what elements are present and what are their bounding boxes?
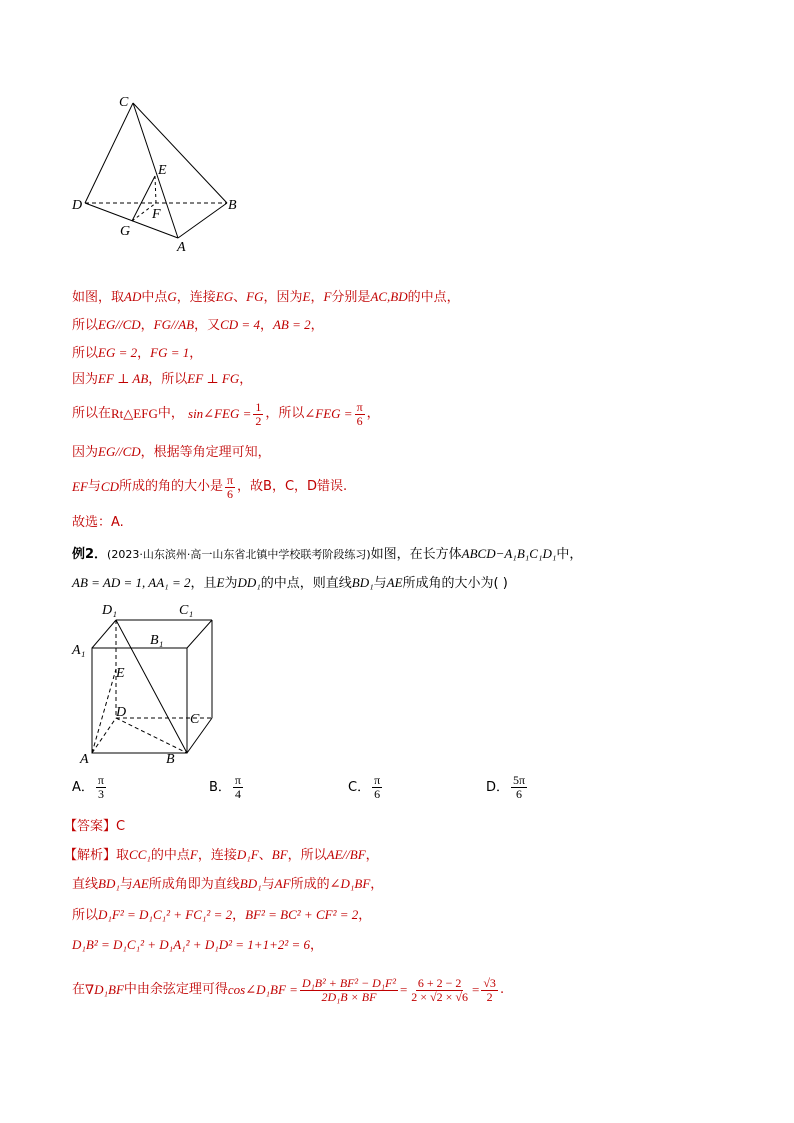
solution1-answer: 故选：A.: [72, 515, 124, 530]
example2-source: (2023·山东滨州·高一山东省北镇中学校联考阶段练习): [107, 548, 371, 561]
segment-db-hidden: [116, 718, 187, 753]
example2-label: 例2．: [72, 547, 108, 562]
vertex-label-a: A: [177, 240, 186, 255]
vertex-label-e: E: [158, 163, 167, 178]
edge-cb: [133, 103, 227, 203]
solution1-line5: 所以在 Rt△EFG 中， sin∠FEG = $\frac{1}{2}$ ，所以 ∠FEG = $\frac{\pi}{6}$ ，: [72, 399, 380, 428]
analysis-line3: 所以D₁F² = D₁C₁² + FC₁² = 2，BF² = BC² + CF² = 2，: [72, 907, 372, 923]
solution1-line1: 如图，取AD中点G，连接EG、FG，因为E，F分别是AC,BD的中点，: [72, 289, 460, 305]
solution1-line6: 因为EG//CD，根据等角定理可知，: [72, 444, 271, 460]
vertex-label-a1: A₁: [72, 643, 86, 658]
vertex-label-e: E: [116, 666, 125, 681]
vertex-label-d: D: [72, 198, 83, 213]
vertex-label-b: B: [228, 198, 237, 213]
segment-ef-hidden: [155, 176, 156, 203]
vertex-label-b1: B₁: [150, 633, 164, 648]
vertex-label-b: B: [166, 752, 175, 767]
analysis-line2: 直线BD₁与AE所成角即为直线BD₁与AF所成的∠D₁BF，: [72, 876, 384, 892]
option-b[interactable]: B． $\frac{\pi}{4}$: [209, 773, 241, 801]
fraction-pi-over-6: $\frac{\pi}{6}$: [226, 472, 234, 501]
edge-b1c1: [187, 620, 212, 648]
solution1-line4: 因为EF ⊥ AB，所以EF ⊥ FG，: [72, 371, 253, 387]
solution1-line2: 所以EG//CD，FG//AB，又CD = 4，AB = 2，: [72, 317, 324, 333]
example2-line1: 例2．(2023·山东滨州·高一山东省北镇中学校联考阶段练习)如图，在长方体ABCD−A₁B₁C₁D₁中，: [72, 546, 583, 562]
vertex-label-c: C: [119, 95, 129, 110]
edge-da: [85, 203, 178, 238]
edge-cd: [85, 103, 133, 203]
vertex-label-c: C: [190, 712, 200, 727]
vertex-label-d1: D₁: [102, 603, 117, 618]
answer-value: C: [116, 819, 126, 834]
analysis-line4: D₁B² = D₁C₁² + D₁A₁² + D₁D² = 1+1+2² = 6，: [72, 937, 324, 953]
vertex-label-a: A: [80, 752, 89, 767]
example2-line2: AB = AD = 1, AA₁ = 2，且E为DD₁的中点，则直线BD₁与AE所成角的大小为( ): [72, 575, 508, 591]
answer-line: [64, 818, 125, 836]
fraction-cosine-formula: $\frac{\text{D₁B² + BF² − D₁F²}}{\text{2D₁B × BF}}$: [301, 975, 396, 1004]
vertex-label-c1: C₁: [179, 603, 194, 618]
edge-ab: [178, 203, 227, 238]
analysis-line1: 【解析】取CC₁的中点F，连接D₁F、BF，所以AE//BF，: [64, 847, 379, 863]
fraction-cosine-values: $\frac{6 + 2 - 2}{2 \times √2 \times √6}$: [411, 975, 468, 1004]
segment-ae-hidden: [92, 669, 116, 753]
cuboid-figure: [66, 598, 216, 768]
solution1-line7: EF 与 CD 所成的角的大小是 $\frac{\pi}{6}$ ，故B，C，D错误.: [72, 472, 348, 501]
edge-a1d1: [92, 620, 116, 648]
fraction-one-half: $\frac{1}{2}$: [255, 399, 262, 428]
edge-ad-hidden: [92, 718, 116, 753]
solution1-line3: 所以EG = 2，FG = 1，: [72, 345, 203, 361]
vertex-label-d: D: [116, 705, 127, 720]
tetrahedron-figure: [60, 88, 250, 258]
answer-bracket: 【答案】: [64, 819, 117, 834]
option-a[interactable]: A． $\frac{\pi}{3}$: [72, 773, 104, 801]
vertex-label-g: G: [120, 224, 131, 239]
vertex-label-f: F: [152, 207, 161, 222]
fraction-pi-over-6: $\frac{\pi}{6}$: [356, 399, 363, 428]
option-c[interactable]: C． $\frac{\pi}{6}$: [348, 773, 381, 801]
option-d[interactable]: D． $\frac{5\pi}{6}$: [486, 773, 526, 801]
analysis-line5: 在 ∇D₁BF 中由余弦定理可得 cos∠D₁BF = $\frac{\text{D₁B² + BF² − D₁F²}}{\text{2D₁B × BF}}$ = $\frac{6 + 2 - 2}{2 \times √2 \times √6}$ = $\frac{√3}{2}$ .: [72, 975, 505, 1004]
fraction-sqrt3-over-2: $\frac{√3}{2}$: [483, 975, 496, 1004]
